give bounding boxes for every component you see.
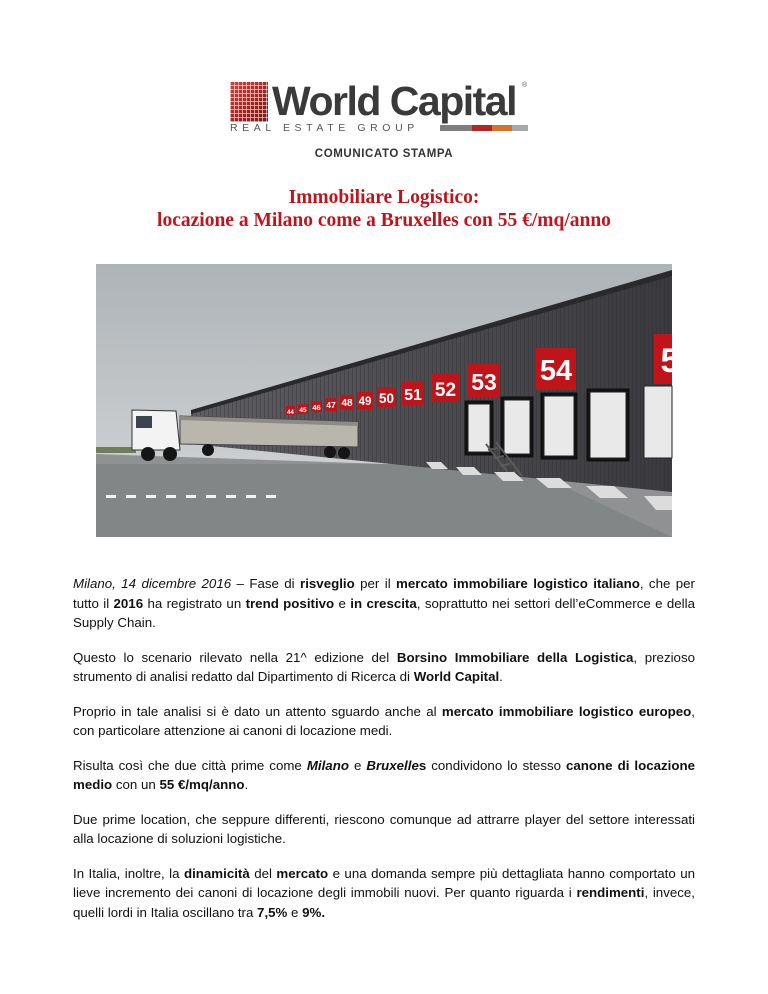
text-run: e una domanda sempre più dettagliata hanno comportato un lieve incremento dei canoni di locazione degli immobili nuovi. Per quanto riguarda i <box>73 865 695 900</box>
warehouse-photo <box>96 264 680 537</box>
bold-run: mercato <box>276 865 329 881</box>
bold-run: mercato immobiliare logistico europeo <box>441 703 692 719</box>
text-run: , invece, quelli lordi in Italia oscillano tra <box>73 885 695 920</box>
paragraph-4 <box>73 756 695 795</box>
dock-number: 45 <box>299 407 307 414</box>
text-run: Due prime location, che seppure differenti, riescono comunque ad attrarre player del settore interessati alla locazione di soluzioni logistiche. <box>73 811 695 846</box>
press-release-body <box>73 574 695 937</box>
dock-number: 49 <box>358 396 372 408</box>
text-run: In Italia, inoltre, la <box>73 865 184 881</box>
logo-name: World Capital <box>272 78 516 124</box>
dock-number: 51 <box>404 387 422 404</box>
text-run: con un <box>112 777 160 792</box>
headline-line-1: Immobiliare Logistico: <box>288 187 480 208</box>
bold-run: dinamicità <box>183 865 250 881</box>
bold-run: 2016 <box>113 595 144 611</box>
text-run: , che per tutto il <box>73 576 695 611</box>
dock-number: 44 <box>287 410 294 416</box>
lane-markings <box>106 495 276 498</box>
dock-number: 48 <box>341 398 353 409</box>
text-run: Risulta così che due città prime come <box>73 757 307 773</box>
dock-number: 50 <box>378 391 395 406</box>
paragraph-3 <box>73 702 695 741</box>
paragraph-6 <box>73 864 695 923</box>
dock-number: 46 <box>312 403 321 412</box>
bold-run: 55 €/mq/anno <box>159 777 245 792</box>
kicker-label: COMUNICATO STAMPA <box>314 148 454 160</box>
text-run: Questo lo scenario rilevato nella 21^ edizione del <box>73 649 397 665</box>
logo-bar-lightgray <box>512 125 528 131</box>
bold-run: mercato immobiliare logistico italiano <box>396 576 640 591</box>
text-run: del <box>249 865 277 881</box>
text-run: – Fase di <box>231 576 301 591</box>
text-run: e <box>348 757 367 773</box>
bold-run: Borsino Immobiliare della Logistica <box>396 649 634 665</box>
logo-bar-gray <box>440 125 472 131</box>
dock-number: 53 <box>471 369 497 395</box>
bold-run: 9%. <box>302 904 326 920</box>
dock-number: 52 <box>434 380 457 401</box>
dock-number: 47 <box>326 400 336 410</box>
logo-tagline-row <box>230 122 528 134</box>
dock-number: 54 <box>539 355 573 387</box>
headline <box>0 186 768 232</box>
headline-line-2: locazione a Milano come a Bruxelles con 55 €/mq/anno <box>157 210 611 231</box>
logo-registered-mark: ® <box>522 82 528 89</box>
paragraph-5 <box>73 810 695 849</box>
dock-number: 5 <box>660 342 680 380</box>
logo-globe-icon <box>230 82 268 122</box>
text-run: , prezioso strumento di analisi redatto dal Dipartimento di Ricerca di <box>73 649 695 684</box>
text-run: condividono lo stesso <box>426 757 567 773</box>
bold-run: trend positivo <box>245 595 335 611</box>
bold-italic-run: Milano <box>306 757 349 773</box>
logo-bar-red <box>472 125 492 131</box>
bold-run: canone di locazione medio <box>73 757 695 792</box>
logo-bar-orange <box>492 125 512 131</box>
dateline: Milano, 14 dicembre 2016 <box>73 576 232 591</box>
text-run: . <box>244 777 249 792</box>
paragraph-1 <box>73 574 695 633</box>
text-run: ha registrato un <box>143 595 246 611</box>
bold-run: in crescita <box>350 595 417 611</box>
warehouse-illustration <box>96 264 680 537</box>
text-run: , soprattutto nei settori dell’eCommerce e della Supply Chain. <box>73 595 695 630</box>
logo-color-bar <box>440 125 528 131</box>
text-run: e <box>287 904 303 920</box>
world-capital-logo <box>230 80 530 135</box>
bold-run: World Capital <box>413 669 500 684</box>
paragraph-2 <box>73 648 695 687</box>
bold-run: s <box>418 757 427 773</box>
text-run: , con particolare attenzione ai canoni di locazione medi. <box>73 703 695 738</box>
bold-italic-run: Bruxelle <box>366 757 419 773</box>
bold-run: rendimenti <box>576 885 645 900</box>
text-run: per il <box>354 576 397 591</box>
bold-run: 7,5% <box>257 904 288 920</box>
text-run: e <box>334 595 351 611</box>
logo-tagline: REAL ESTATE GROUP <box>230 122 419 134</box>
text-run: Proprio in tale analisi si è dato un attento sguardo anche al <box>73 703 442 719</box>
text-run: . <box>499 669 503 684</box>
bold-run: risveglio <box>300 576 355 591</box>
